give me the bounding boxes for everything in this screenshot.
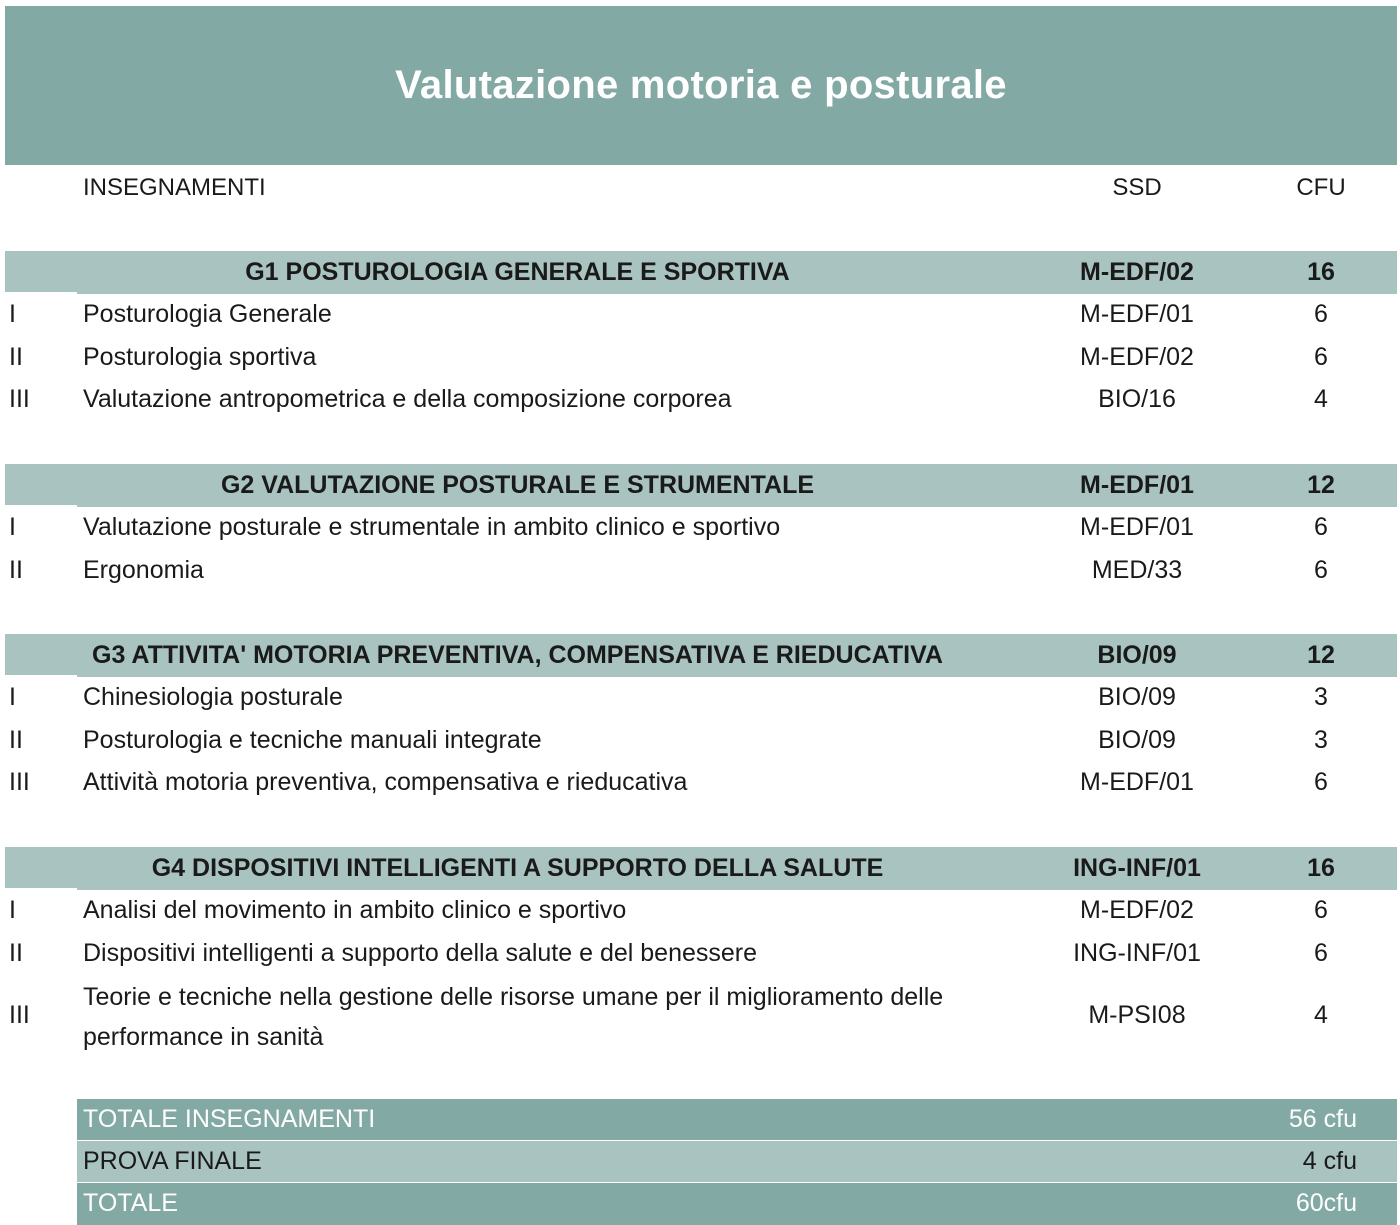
course-ssd: M-EDF/01 <box>1080 300 1194 328</box>
course-cfu: 3 <box>1314 726 1328 754</box>
course-name: Analisi del movimento in ambito clinico e sportivo <box>83 896 627 924</box>
group-header <box>5 634 1397 677</box>
course-number: II <box>9 726 23 754</box>
total-row <box>77 1141 1397 1182</box>
group-ssd: BIO/09 <box>1097 641 1177 669</box>
course-number: I <box>9 896 16 924</box>
course-cfu: 6 <box>1314 896 1328 924</box>
course-cfu: 4 <box>1314 385 1328 413</box>
course-ssd: M-EDF/01 <box>1080 768 1194 796</box>
group-title: G3 ATTIVITA' MOTORIA PREVENTIVA, COMPENSATIVA E RIEDUCATIVA <box>92 641 943 669</box>
total-value: 60cfu <box>1295 1189 1357 1217</box>
course-number: III <box>9 1001 30 1029</box>
course-number: I <box>9 300 16 328</box>
course-number: I <box>9 683 16 711</box>
course-ssd: BIO/09 <box>1098 726 1176 754</box>
course-row <box>0 677 1400 720</box>
course-cfu: 6 <box>1314 556 1328 584</box>
course-number: III <box>9 385 30 413</box>
group-ssd: ING-INF/01 <box>1073 854 1201 882</box>
group-ssd: M-EDF/02 <box>1080 258 1194 286</box>
group-header <box>5 847 1397 890</box>
course-row <box>0 550 1400 593</box>
course-number: II <box>9 556 23 584</box>
course-row <box>0 337 1400 380</box>
header-ssd: SSD <box>1112 174 1162 201</box>
course-number: II <box>9 343 23 371</box>
course-row <box>0 379 1400 422</box>
group-header <box>5 251 1397 294</box>
header-insegnamenti: INSEGNAMENTI <box>83 174 266 201</box>
group-cfu: 16 <box>1307 258 1335 286</box>
course-ssd: M-EDF/02 <box>1080 343 1194 371</box>
course-row <box>0 762 1400 805</box>
course-name: Posturologia e tecniche manuali integrate <box>83 726 542 754</box>
group-cfu: 12 <box>1307 641 1335 669</box>
course-name: Ergonomia <box>83 556 204 584</box>
total-label: TOTALE INSEGNAMENTI <box>83 1105 376 1133</box>
course-row <box>0 890 1400 933</box>
total-label: PROVA FINALE <box>83 1147 262 1175</box>
total-label: TOTALE <box>83 1189 178 1217</box>
course-ssd: BIO/16 <box>1098 385 1176 413</box>
course-name: Teorie e tecniche nella gestione delle risorse umane per il miglioramento delle performance in sanità <box>83 983 944 1051</box>
page-title: Valutazione motoria e posturale <box>395 63 1007 107</box>
course-row <box>0 294 1400 337</box>
group-title: G2 VALUTAZIONE POSTURALE E STRUMENTALE <box>220 471 815 499</box>
course-name: Dispositivi intelligenti a supporto della salute e del benessere <box>83 939 758 967</box>
title-bar <box>5 6 1397 165</box>
course-ssd: BIO/09 <box>1098 683 1176 711</box>
group-cfu: 16 <box>1307 854 1335 882</box>
course-name: Valutazione antropometrica e della composizione corporea <box>83 385 732 413</box>
course-cfu: 6 <box>1314 939 1328 967</box>
course-ssd: MED/33 <box>1091 556 1183 584</box>
course-name: Attività motoria preventiva, compensativa e rieducativa <box>83 768 688 796</box>
course-row <box>0 720 1400 763</box>
course-cfu: 6 <box>1314 343 1328 371</box>
course-name: Posturologia Generale <box>83 300 332 328</box>
course-row <box>0 507 1400 550</box>
group-cfu: 12 <box>1307 471 1335 499</box>
total-row <box>77 1099 1397 1140</box>
course-number: III <box>9 768 30 796</box>
course-row <box>0 977 1400 1057</box>
course-ssd: M-EDF/02 <box>1080 896 1194 924</box>
course-name: Chinesiologia posturale <box>83 683 343 711</box>
course-row <box>0 933 1400 976</box>
group-header <box>5 464 1397 507</box>
total-row <box>77 1183 1397 1225</box>
course-cfu: 6 <box>1314 768 1328 796</box>
group-ssd: M-EDF/01 <box>1080 471 1194 499</box>
course-number: II <box>9 939 23 967</box>
course-name: Valutazione posturale e strumentale in ambito clinico e sportivo <box>83 513 781 541</box>
group-title: G1 POSTUROLOGIA GENERALE E SPORTIVA <box>245 258 790 286</box>
course-cfu: 3 <box>1314 683 1328 711</box>
total-value: 56 cfu <box>1288 1105 1357 1133</box>
course-cfu: 4 <box>1314 1001 1328 1029</box>
course-cfu: 6 <box>1314 300 1328 328</box>
course-ssd: M-EDF/01 <box>1080 513 1194 541</box>
column-header-row <box>0 165 1400 210</box>
course-name: Posturologia sportiva <box>83 343 317 371</box>
group-title: G4 DISPOSITIVI INTELLIGENTI A SUPPORTO DELLA SALUTE <box>151 854 884 882</box>
course-ssd: M-PSI08 <box>1088 1001 1186 1029</box>
total-value: 4 cfu <box>1302 1147 1357 1175</box>
course-ssd: ING-INF/01 <box>1073 939 1201 967</box>
course-cfu: 6 <box>1314 513 1328 541</box>
header-cfu: CFU <box>1296 174 1346 201</box>
course-number: I <box>9 513 16 541</box>
